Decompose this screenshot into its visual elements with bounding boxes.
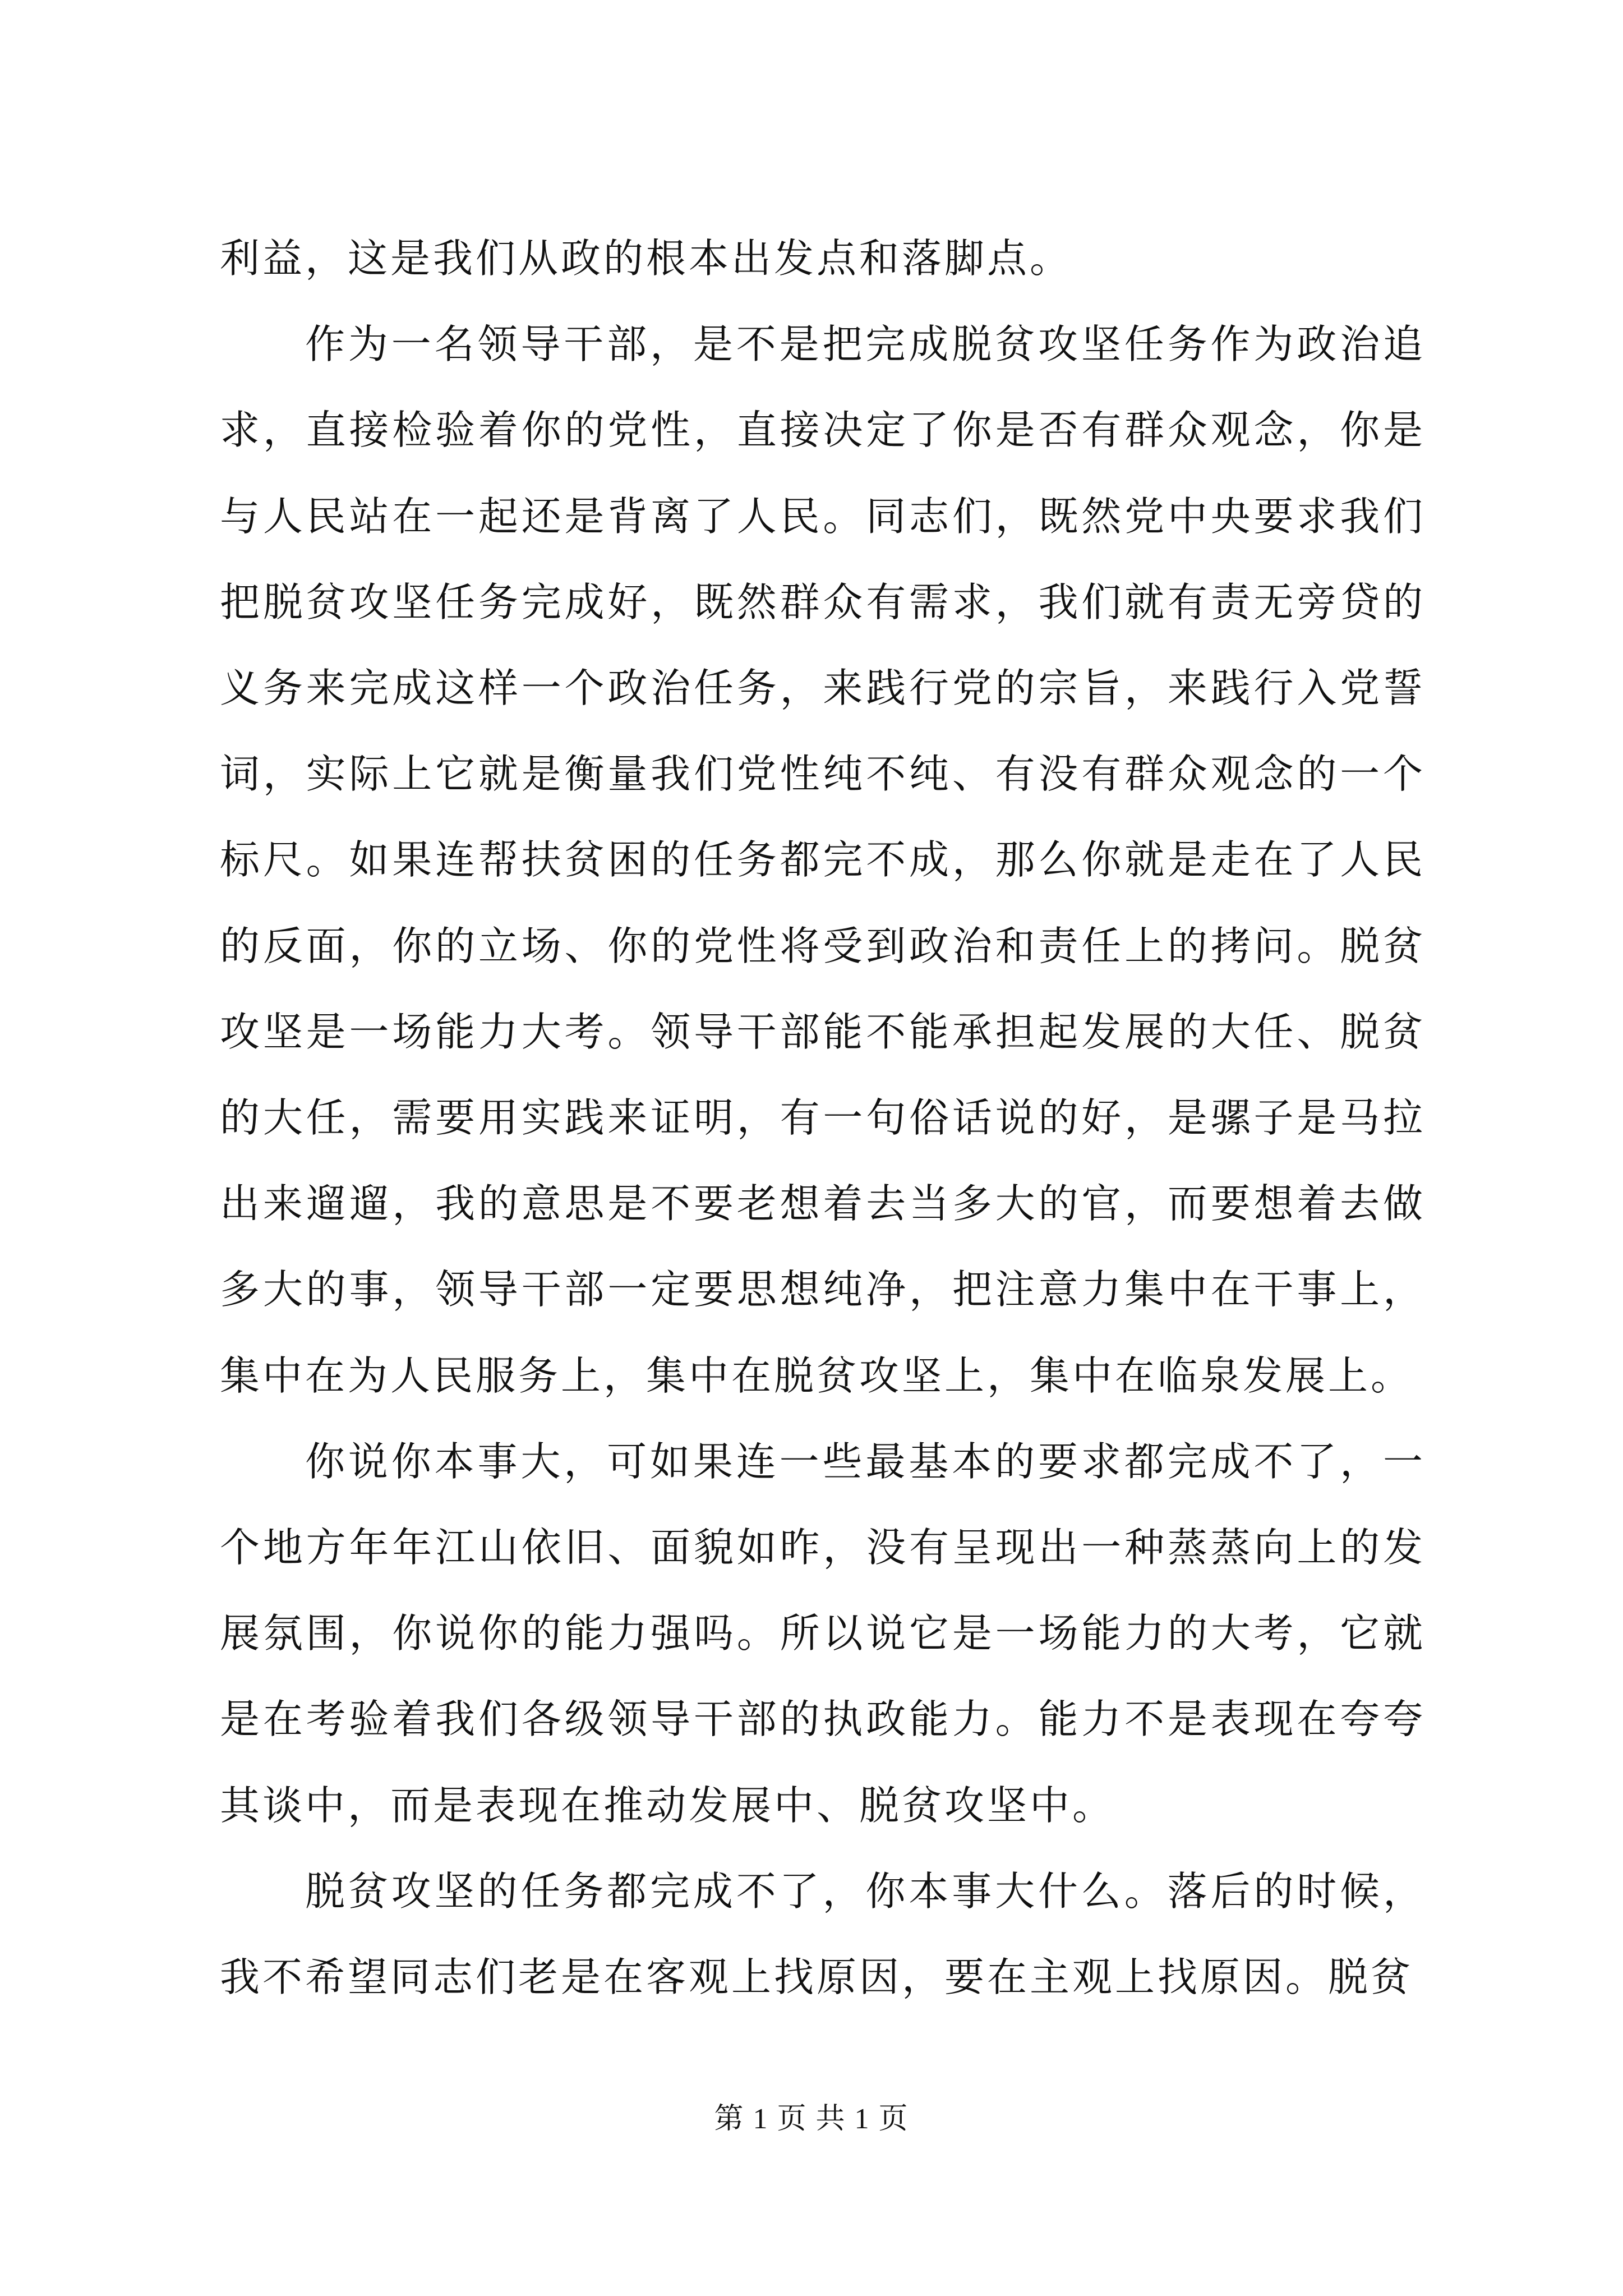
paragraph: 你说你本事大，可如果连一些最基本的要求都完成不了，一个地方年年江山依旧、面貌如昨，没有呈现出一种蒸蒸向上的发展氛围，你说你的能力强吗。所以说它是一场能力的大考，它就是在考验着我们各级领导干部的执政能力。能力不是表现在夸夸其谈中，而是表现在推动发展中、脱贫攻坚中。: [220, 1438, 1426, 1829]
paragraph-continuation: 利益，这是我们从政的根本出发点和落脚点。: [220, 235, 1073, 282]
document-body: [220, 215, 1426, 2020]
page-number-label: 第 1 页 共 1 页: [714, 2103, 909, 2135]
paragraph: 脱贫攻坚的任务都完成不了，你本事大什么。落后的时候，我不希望同志们老是在客观上找原因，要在主观上找原因。脱贫: [220, 1867, 1426, 2001]
paragraph: 作为一名领导干部，是不是把完成脱贫攻坚任务作为政治追求，直接检验着你的党性，直接决定了你是否有群众观念，你是与人民站在一起还是背离了人民。同志们，既然党中央要求我们把脱贫攻坚任务完成好，既然群众有需求，我们就有责无旁贷的义务来完成这样一个政治任务，来践行党的宗旨，来践行入党誓词，实际上它就是衡量我们党性纯不纯、有没有群众观念的一个标尺。如果连帮扶贫困的任务都完不成，那么你就是走在了人民的反面，你的立场、你的党性将受到政治和责任上的拷问。脱贫攻坚是一场能力大考。领导干部能不能承担起发展的大任、脱贫的大任，需要用实践来证明，有一句俗话说的好，是骡子是马拉出来遛遛，我的意思是不要老想着去当多大的官，而要想着去做多大的事，领导干部一定要思想纯净，把注意力集中在干事上，集中在为人民服务上，集中在脱贫攻坚上，集中在临泉发展上。: [220, 321, 1426, 1399]
page-footer: [0, 2102, 1623, 2136]
